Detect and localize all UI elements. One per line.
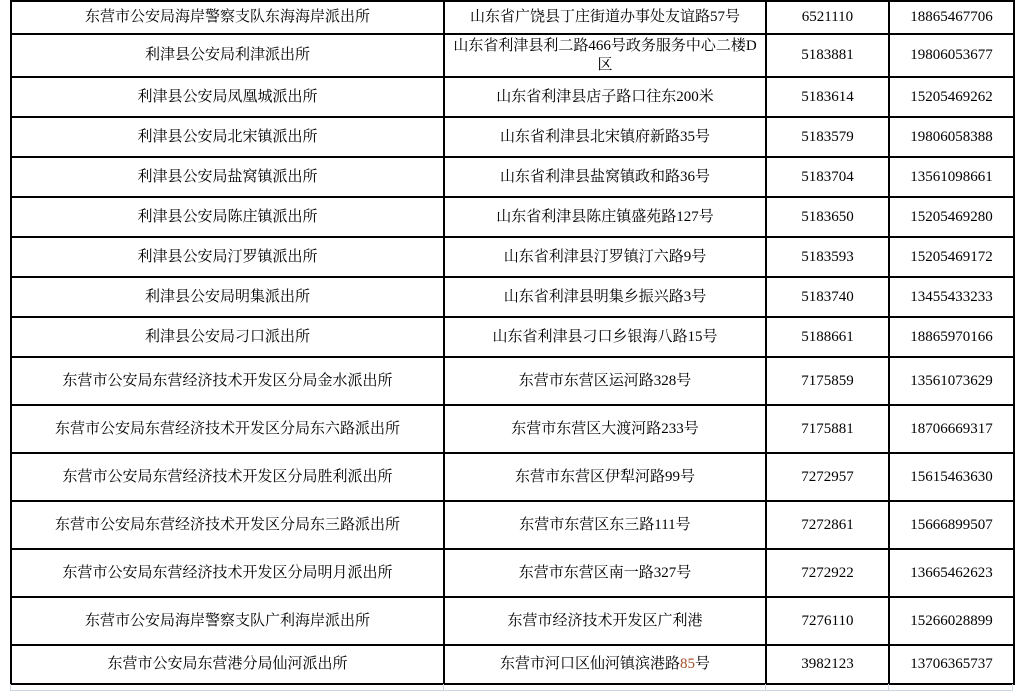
table-row: [11, 317, 1014, 357]
table-row: [11, 549, 1014, 597]
table-row: [11, 237, 1014, 277]
address-cell: 山东省利津县盐窝镇政和路36号: [444, 157, 766, 197]
mobile-cell: 19806058388: [889, 117, 1014, 157]
address-cell: 东营市经济技术开发区广利港: [444, 597, 766, 645]
phone-cell: 7175859: [766, 357, 889, 405]
address-cell: 山东省利津县明集乡振兴路3号: [444, 277, 766, 317]
table-row: [11, 405, 1014, 453]
mobile-cell: 15205469172: [889, 237, 1014, 277]
station-name-cell: 东营市公安局东营经济技术开发区分局金水派出所: [11, 357, 444, 405]
mobile-cell: 15205469262: [889, 77, 1014, 117]
phone-cell: 5183881: [766, 34, 889, 77]
phone-cell: 7272861: [766, 501, 889, 549]
station-name-cell: 东营市公安局东营经济技术开发区分局东三路派出所: [11, 501, 444, 549]
table-row: [11, 357, 1014, 405]
table-row: [11, 501, 1014, 549]
mobile-cell: 15205469280: [889, 197, 1014, 237]
table-row: [11, 277, 1014, 317]
station-name-cell: 利津县公安局明集派出所: [11, 277, 444, 317]
mobile-cell: 13665462623: [889, 549, 1014, 597]
station-name-cell: 东营市公安局东营经济技术开发区分局明月派出所: [11, 549, 444, 597]
table-row: [11, 117, 1014, 157]
phone-cell: 5183650: [766, 197, 889, 237]
address-cell: 东营市东营区伊犁河路99号: [444, 453, 766, 501]
police-stations-table: [10, 0, 1015, 685]
mobile-cell: 18865467706: [889, 1, 1014, 34]
phone-cell: 5183614: [766, 77, 889, 117]
table-row: [11, 197, 1014, 237]
table-row: [11, 34, 1014, 77]
station-name-cell: 东营市公安局东营经济技术开发区分局东六路派出所: [11, 405, 444, 453]
phone-cell: 5183593: [766, 237, 889, 277]
table-row: [11, 645, 1014, 684]
address-cell: 东营市东营区运河路328号: [444, 357, 766, 405]
mobile-cell: 18865970166: [889, 317, 1014, 357]
phone-cell: 5188661: [766, 317, 889, 357]
address-cell: 山东省广饶县丁庄街道办事处友谊路57号: [444, 1, 766, 34]
phone-cell: 3982123: [766, 645, 889, 684]
station-name-cell: 利津县公安局刁口派出所: [11, 317, 444, 357]
table-row: [11, 453, 1014, 501]
table-row: [11, 1, 1014, 34]
phone-cell: 5183740: [766, 277, 889, 317]
address-cell: 山东省利津县刁口乡银海八路15号: [444, 317, 766, 357]
station-name-cell: 利津县公安局盐窝镇派出所: [11, 157, 444, 197]
mobile-cell: 15615463630: [889, 453, 1014, 501]
mobile-cell: 13706365737: [889, 645, 1014, 684]
table-row: [11, 157, 1014, 197]
table-row: [11, 597, 1014, 645]
station-name-cell: 东营市公安局东营经济技术开发区分局胜利派出所: [11, 453, 444, 501]
address-cell: 山东省利津县利二路466号政务服务中心二楼D区: [444, 34, 766, 77]
phone-cell: 6521110: [766, 1, 889, 34]
table-body: [11, 1, 1014, 684]
phone-cell: 7175881: [766, 405, 889, 453]
phone-cell: 5183579: [766, 117, 889, 157]
station-name-cell: 利津县公安局汀罗镇派出所: [11, 237, 444, 277]
station-name-cell: 东营市公安局海岸警察支队东海海岸派出所: [11, 1, 444, 34]
station-name-cell: 利津县公安局北宋镇派出所: [11, 117, 444, 157]
address-cell: 山东省利津县北宋镇府新路35号: [444, 117, 766, 157]
address-cell: [444, 645, 766, 684]
address-cell: 东营市东营区大渡河路233号: [444, 405, 766, 453]
mobile-cell: 13561073629: [889, 357, 1014, 405]
address-text: 号: [695, 656, 711, 672]
address-cell: 东营市东营区东三路111号: [444, 501, 766, 549]
phone-cell: 5183704: [766, 157, 889, 197]
mobile-cell: 13561098661: [889, 157, 1014, 197]
mobile-cell: 15666899507: [889, 501, 1014, 549]
mobile-cell: 13455433233: [889, 277, 1014, 317]
station-name-cell: 东营市公安局海岸警察支队广利海岸派出所: [11, 597, 444, 645]
phone-cell: 7276110: [766, 597, 889, 645]
station-name-cell: 利津县公安局陈庄镇派出所: [11, 197, 444, 237]
station-name-cell: 东营市公安局东营港分局仙河派出所: [11, 645, 444, 684]
mobile-cell: 15266028899: [889, 597, 1014, 645]
address-cell: 山东省利津县汀罗镇汀六路9号: [444, 237, 766, 277]
address-cell: 东营市东营区南一路327号: [444, 549, 766, 597]
phone-cell: 7272957: [766, 453, 889, 501]
address-cell: 山东省利津县陈庄镇盛苑路127号: [444, 197, 766, 237]
address-cell: 山东省利津县店子路口往东200米: [444, 77, 766, 117]
address-accent-number: 85: [680, 656, 695, 672]
mobile-cell: 18706669317: [889, 405, 1014, 453]
station-name-cell: 利津县公安局利津派出所: [11, 34, 444, 77]
table-row: [11, 77, 1014, 117]
address-text: 东营市河口区仙河镇滨港路: [499, 656, 680, 672]
phone-cell: 7272922: [766, 549, 889, 597]
station-name-cell: 利津县公安局凤凰城派出所: [11, 77, 444, 117]
mobile-cell: 19806053677: [889, 34, 1014, 77]
